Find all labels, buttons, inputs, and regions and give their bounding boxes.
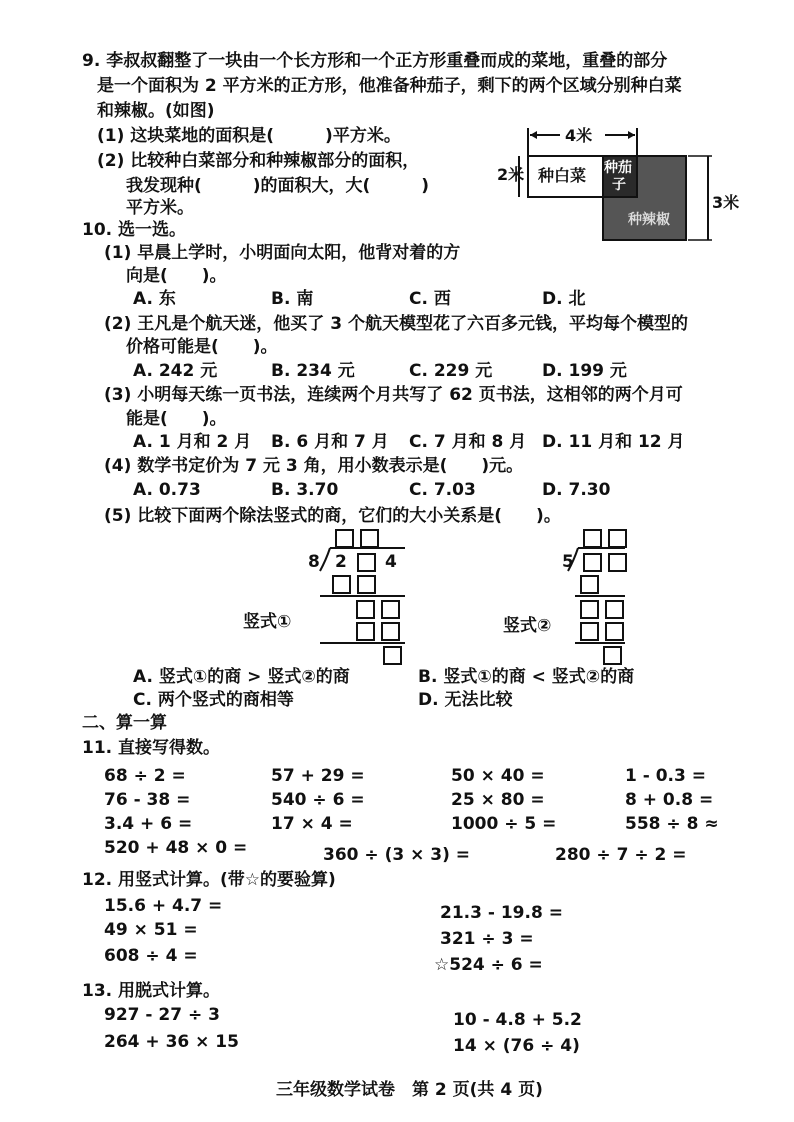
q10-1-line1: (1) 早晨上学时，小明面向太阳，他背对着的方	[104, 243, 461, 263]
blank-box	[583, 529, 602, 548]
eggplant-label-2: 子	[612, 177, 626, 193]
blank-box	[580, 622, 599, 641]
division-2-remainder	[603, 645, 622, 665]
q10-1-line2: 向是( )。	[126, 266, 227, 286]
q13-item: 264 + 36 × 15	[104, 1032, 239, 1052]
q10-4-opt-a: A. 0.73	[133, 480, 201, 500]
q10-5-opt-c: C. 两个竖式的商相等	[133, 690, 294, 710]
q10-1-opt-a: A. 东	[133, 289, 176, 309]
q13-title: 13. 用脱式计算。	[82, 981, 221, 1001]
figure-width-label: 4米	[565, 126, 593, 145]
q10-2-opt-d: D. 199 元	[542, 361, 627, 381]
q10-2-line1: (2) 王凡是个航天迷，他买了 3 个航天模型花了六百多元钱，平均每个模型的	[104, 314, 688, 334]
q11-item: 3.4 + 6 =	[104, 814, 193, 834]
q11-item: 76 - 38 =	[104, 790, 191, 810]
q10-4-opt-d: D. 7.30	[542, 480, 611, 500]
q10-3-opt-b: B. 6 月和 7 月	[271, 432, 389, 452]
q10-5-line1: (5) 比较下面两个除法竖式的商，它们的大小关系是( )。	[104, 506, 561, 526]
q10-3-line2: 能是( )。	[126, 409, 227, 429]
q12-item: 21.3 - 19.8 =	[440, 903, 563, 923]
q10-1-opt-c: C. 西	[409, 289, 451, 309]
q10-1-opt-b: B. 南	[271, 289, 314, 309]
blank-box	[608, 529, 627, 548]
division-2-dividend	[583, 552, 627, 572]
q10-title: 10. 选一选。	[82, 220, 187, 240]
eggplant-label-1: 种茄	[604, 160, 632, 176]
q10-5-opt-a: A. 竖式①的商 > 竖式②的商	[133, 667, 350, 687]
q12-item: 15.6 + 4.7 =	[104, 896, 223, 916]
q13-item: 14 × (76 ÷ 4)	[453, 1036, 580, 1056]
q10-5-opt-d: D. 无法比较	[418, 690, 513, 710]
q11-item: 25 × 80 =	[451, 790, 545, 810]
q11-item: 57 + 29 =	[271, 766, 365, 786]
division-2-step2	[580, 599, 624, 619]
q11-item: 1000 ÷ 5 =	[451, 814, 557, 834]
q10-3-line1: (3) 小明每天练一页书法，连续两个月共写了 62 页书法，这相邻的两个月可	[104, 385, 683, 405]
q11-item: 520 + 48 × 0 =	[104, 838, 248, 858]
q11-title: 11. 直接写得数。	[82, 738, 221, 758]
q10-3-opt-c: C. 7 月和 8 月	[409, 432, 527, 452]
figure-height-left-label: 2米	[497, 165, 525, 184]
blank-box	[580, 575, 599, 594]
q11-item: 360 ÷ (3 × 3) =	[323, 845, 471, 865]
page-footer: 三年级数学试卷 第 2 页(共 4 页)	[276, 1080, 543, 1100]
q11-item: 8 + 0.8 =	[625, 790, 714, 810]
division-1-divisor: 8	[308, 552, 320, 572]
blank-box	[608, 553, 627, 572]
q13-item: 927 - 27 ÷ 3	[104, 1005, 220, 1025]
blank-box	[583, 553, 602, 572]
q10-4-line1: (4) 数学书定价为 7 元 3 角，用小数表示是( )元。	[104, 456, 524, 476]
blank-box	[580, 600, 599, 619]
q13-item: 10 - 4.8 + 5.2	[453, 1010, 582, 1030]
cabbage-label: 种白菜	[538, 166, 587, 185]
q12-item: 608 ÷ 4 =	[104, 946, 198, 966]
q11-item: 17 × 4 =	[271, 814, 353, 834]
q9-part2-line2: 我发现种( )的面积大，大( )	[126, 176, 430, 196]
division-2-step1	[580, 574, 599, 594]
pepper-label: 种辣椒	[628, 212, 670, 228]
division-1-dividend-digit1: 2	[335, 552, 347, 572]
blank-box	[605, 622, 624, 641]
q9-line2: 是一个面积为 2 平方米的正方形，他准备种茄子，剩下的两个区域分别种白菜	[97, 76, 682, 96]
section-2-title: 二、算一算	[82, 713, 167, 733]
q9-line1: 9. 李叔叔翻整了一块由一个长方形和一个正方形重叠而成的菜地，重叠的部分	[82, 51, 668, 71]
blank-box	[603, 646, 622, 665]
q10-2-opt-c: C. 229 元	[409, 361, 493, 381]
q11-item: 1 - 0.3 =	[625, 766, 706, 786]
q10-1-opt-d: D. 北	[542, 289, 586, 309]
q12-item: 321 ÷ 3 =	[440, 929, 534, 949]
q11-item: 280 ÷ 7 ÷ 2 =	[555, 845, 687, 865]
q9-line3: 和辣椒。(如图)	[97, 101, 215, 121]
q10-4-opt-b: B. 3.70	[271, 480, 339, 500]
q9-part2-line3: 平方米。	[126, 198, 194, 218]
division-1-label: 竖式①	[243, 612, 292, 632]
q10-4-opt-c: C. 7.03	[409, 480, 476, 500]
division-2-label: 竖式②	[503, 616, 552, 636]
division-2-divisor: 5	[562, 552, 574, 572]
q9-part2-line1: (2) 比较种白菜部分和种辣椒部分的面积，	[97, 151, 420, 171]
q9-part1: (1) 这块菜地的面积是( )平方米。	[97, 126, 401, 146]
division-2-step3	[580, 621, 624, 641]
figure-height-right-label: 3米	[712, 193, 740, 212]
q10-3-opt-d: D. 11 月和 12 月	[542, 432, 685, 452]
blank-box	[605, 600, 624, 619]
division-1-dividend-digit3: 4	[385, 552, 397, 572]
division-2-quotient	[583, 528, 627, 548]
q10-2-opt-a: A. 242 元	[133, 361, 218, 381]
q11-item: 68 ÷ 2 =	[104, 766, 186, 786]
q12-item-starred: ☆524 ÷ 6 =	[434, 955, 543, 975]
q10-5-opt-b: B. 竖式①的商 < 竖式②的商	[418, 667, 635, 687]
q10-2-line2: 价格可能是( )。	[126, 337, 278, 357]
q11-item: 50 × 40 =	[451, 766, 545, 786]
q11-item: 540 ÷ 6 =	[271, 790, 365, 810]
q11-item: 558 ÷ 8 ≈	[625, 814, 719, 834]
q12-item: 49 × 51 =	[104, 920, 198, 940]
q10-3-opt-a: A. 1 月和 2 月	[133, 432, 252, 452]
q10-2-opt-b: B. 234 元	[271, 361, 355, 381]
q12-title: 12. 用竖式计算。(带☆的要验算)	[82, 870, 336, 890]
